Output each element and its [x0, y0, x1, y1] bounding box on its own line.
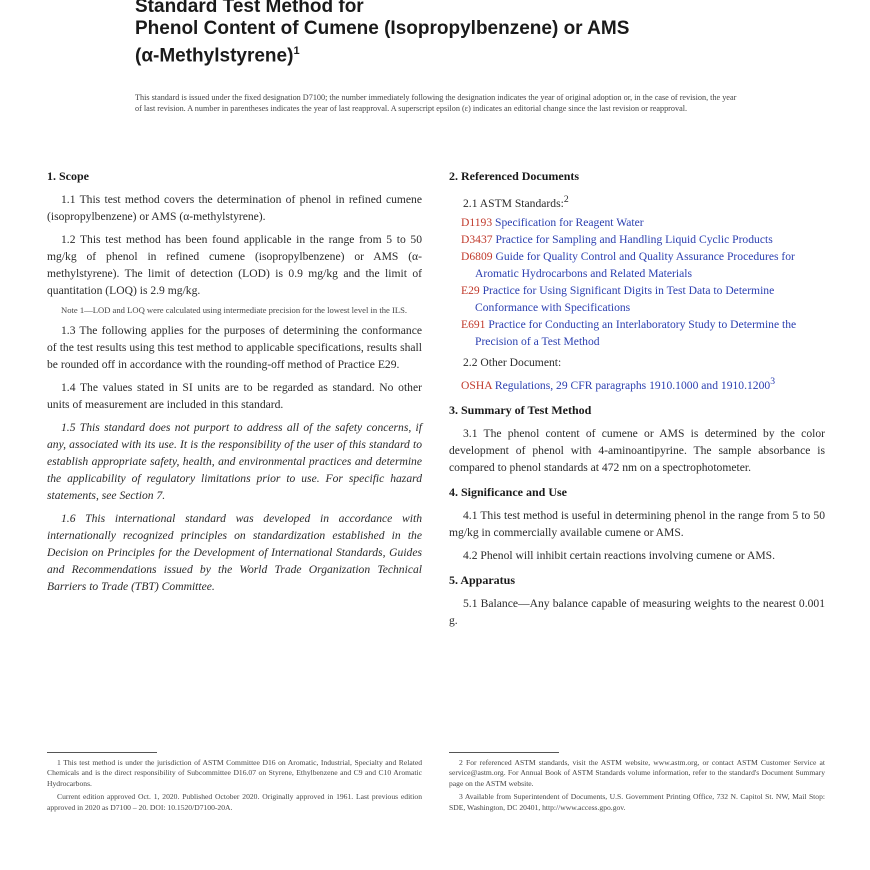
title-footnote-mark: 1	[293, 45, 300, 57]
footnote-3: 3 Available from Superintendent of Documents, U.S. Government Printing Office, 732 N. Capitol St. NW, Mail Stop: SDE, Washington, DC 20401, http://www.access.gpo.gov.	[449, 792, 825, 812]
reference-list	[449, 214, 825, 350]
para-5-1: 5.1 Balance—Any balance capable of measuring weights to the nearest 0.001 g.	[449, 596, 825, 627]
footnote-2: 2 For referenced ASTM standards, visit the ASTM website, www.astm.org, or contact ASTM Customer Service at service@astm.org. For Annual Book of ASTM Standards volume information, refer to the standard's Document Summary page on the ASTM website.	[449, 758, 825, 788]
note-1: Note 1—LOD and LOQ were calculated using intermediate precision for the lowest level in the ILS.	[61, 305, 408, 315]
para-4-1: 4.1 This test method is useful in determining phenol in the range from 5 to 50 mg/kg in commercially available cumene or AMS.	[449, 508, 825, 539]
other-document-subhead: 2.2 Other Document:	[463, 355, 562, 369]
osha-reference[interactable]	[461, 373, 825, 394]
reference-item[interactable]	[461, 316, 825, 350]
para-1-6: 1.6 This international standard was developed in accordance with internationally recognized principles on standardization established in the Decision on Principles for the Development of International Standards, Guides and Recommendations issued by the World Trade Organization Technical Barriers to Trade (TBT) Committee.	[47, 512, 422, 593]
title-line-2: Phenol Content of Cumene (Isopropylbenzene) or AMS	[135, 18, 630, 39]
scope-heading: 1. Scope	[47, 169, 89, 183]
reference-title[interactable]: Practice for Conducting an Interlaboratory Study to Determine the Precision of a Test Method	[475, 317, 797, 348]
apparatus-heading: 5. Apparatus	[449, 572, 516, 587]
para-1-3: 1.3 The following applies for the purposes of determining the conformance of the test results using this test method to applicable specifications, results shall be rounded off in accordance with the rounding-off method of Practice E29.	[47, 324, 422, 371]
title-line-1: Standard Test Method for	[135, 0, 364, 17]
para-1-1: 1.1 This test method covers the determination of phenol in refined cumene (isopropylbenzene) or AMS (α-methylstyrene).	[47, 193, 422, 223]
astm-footnote-mark: 2	[563, 194, 569, 205]
reference-item[interactable]	[461, 248, 825, 282]
para-1-5: 1.5 This standard does not purport to address all of the safety concerns, if any, associated with its use. It is the responsibility of the user of this standard to establish appropriate safety, health, and environmental practices and determine the applicability of regulatory limitations prior to use. For specific hazard statements, see Section 7.	[47, 421, 422, 502]
footnotes-left	[47, 758, 422, 816]
para-1-2: 1.2 This test method has been found applicable in the range from 5 to 50 mg/kg of phenol in refined cumene (isopropylbenzene) or AMS (α-methylstyrene). The limit of detection (LOD) is 0.9 mg/kg and the limit of quantitation (LOQ) is 2.9 mg/kg.	[47, 233, 422, 297]
reference-item[interactable]	[461, 231, 825, 248]
reference-title[interactable]: Specification for Reagent Water	[495, 215, 644, 229]
summary-heading: 3. Summary of Test Method	[449, 402, 592, 417]
osha-code[interactable]: OSHA	[461, 378, 492, 392]
reference-code[interactable]: D1193	[461, 215, 493, 229]
osha-footnote-mark: 3	[770, 375, 776, 387]
referenced-documents-section	[449, 168, 825, 394]
significance-section	[449, 484, 825, 564]
refs-heading: 2. Referenced Documents	[449, 169, 580, 183]
astm-standards-label: 2.1 ASTM Standards:	[463, 196, 564, 210]
apparatus-section	[449, 572, 825, 629]
footnotes-right	[449, 758, 825, 816]
footnote-edition: Current edition approved Oct. 1, 2020. Published October 2020. Originally approved in 1961. Last previous edition approved in 2020 as D7100 – 20. DOI: 10.1520/D7100-20A.	[47, 792, 422, 812]
reference-code[interactable]: E29	[461, 283, 480, 297]
para-3-1: 3.1 The phenol content of cumene or AMS is determined by the color development of phenol with 4-aminoantipyrine. The sample absorbance is compared to phenol standards at 472 nm on a spectrophotometer.	[449, 426, 825, 474]
title-line-3-text: (α-Methylstyrene)	[135, 45, 294, 67]
footnote-divider-left	[47, 752, 157, 753]
reference-title[interactable]: Guide for Quality Control and Quality Assurance Procedures for Aromatic Hydrocarbons and Related Materials	[475, 249, 795, 280]
reference-title[interactable]: Practice for Using Significant Digits in Test Data to Determine Conformance with Specifications	[475, 283, 775, 314]
reference-title[interactable]: Practice for Sampling and Handling Liquid Cyclic Products	[495, 232, 773, 246]
document-title	[135, 0, 755, 67]
significance-heading: 4. Significance and Use	[449, 484, 568, 499]
para-1-4: 1.4 The values stated in SI units are to be regarded as standard. No other units of measurement are included in this standard.	[47, 381, 422, 411]
left-column	[47, 168, 422, 601]
summary-section	[449, 402, 825, 476]
reference-item[interactable]	[461, 214, 825, 231]
right-column	[449, 168, 825, 637]
osha-title[interactable]: Regulations, 29 CFR paragraphs 1910.1000 and 1910.1200	[494, 378, 771, 392]
designation-note: This standard is issued under the fixed designation D7100; the number immediately following the designation indicates the year of original adoption or, in the case of revision, the year of last revision. A number in parentheses indicates the year of last reapproval. A superscript epsilon (ε) indicates an editorial change since the last revision or reapproval.	[135, 93, 737, 113]
footnote-divider-right	[449, 752, 559, 753]
reference-code[interactable]: E691	[461, 317, 486, 331]
reference-item[interactable]	[461, 282, 825, 316]
reference-code[interactable]: D6809	[461, 249, 493, 263]
astm-standards-subhead	[463, 191, 825, 212]
para-4-2: 4.2 Phenol will inhibit certain reactions involving cumene or AMS.	[463, 548, 776, 562]
reference-code[interactable]: D3437	[461, 232, 493, 246]
title-line-3	[135, 40, 755, 67]
footnote-1: 1 This test method is under the jurisdiction of ASTM Committee D16 on Aromatic, Industrial, Specialty and Related Chemicals and is the direct responsibility of Subcommittee D16.07 on Styrene, Ethylbenzene and C9 and C10 Aromatic Hydrocarbons.	[47, 758, 422, 788]
